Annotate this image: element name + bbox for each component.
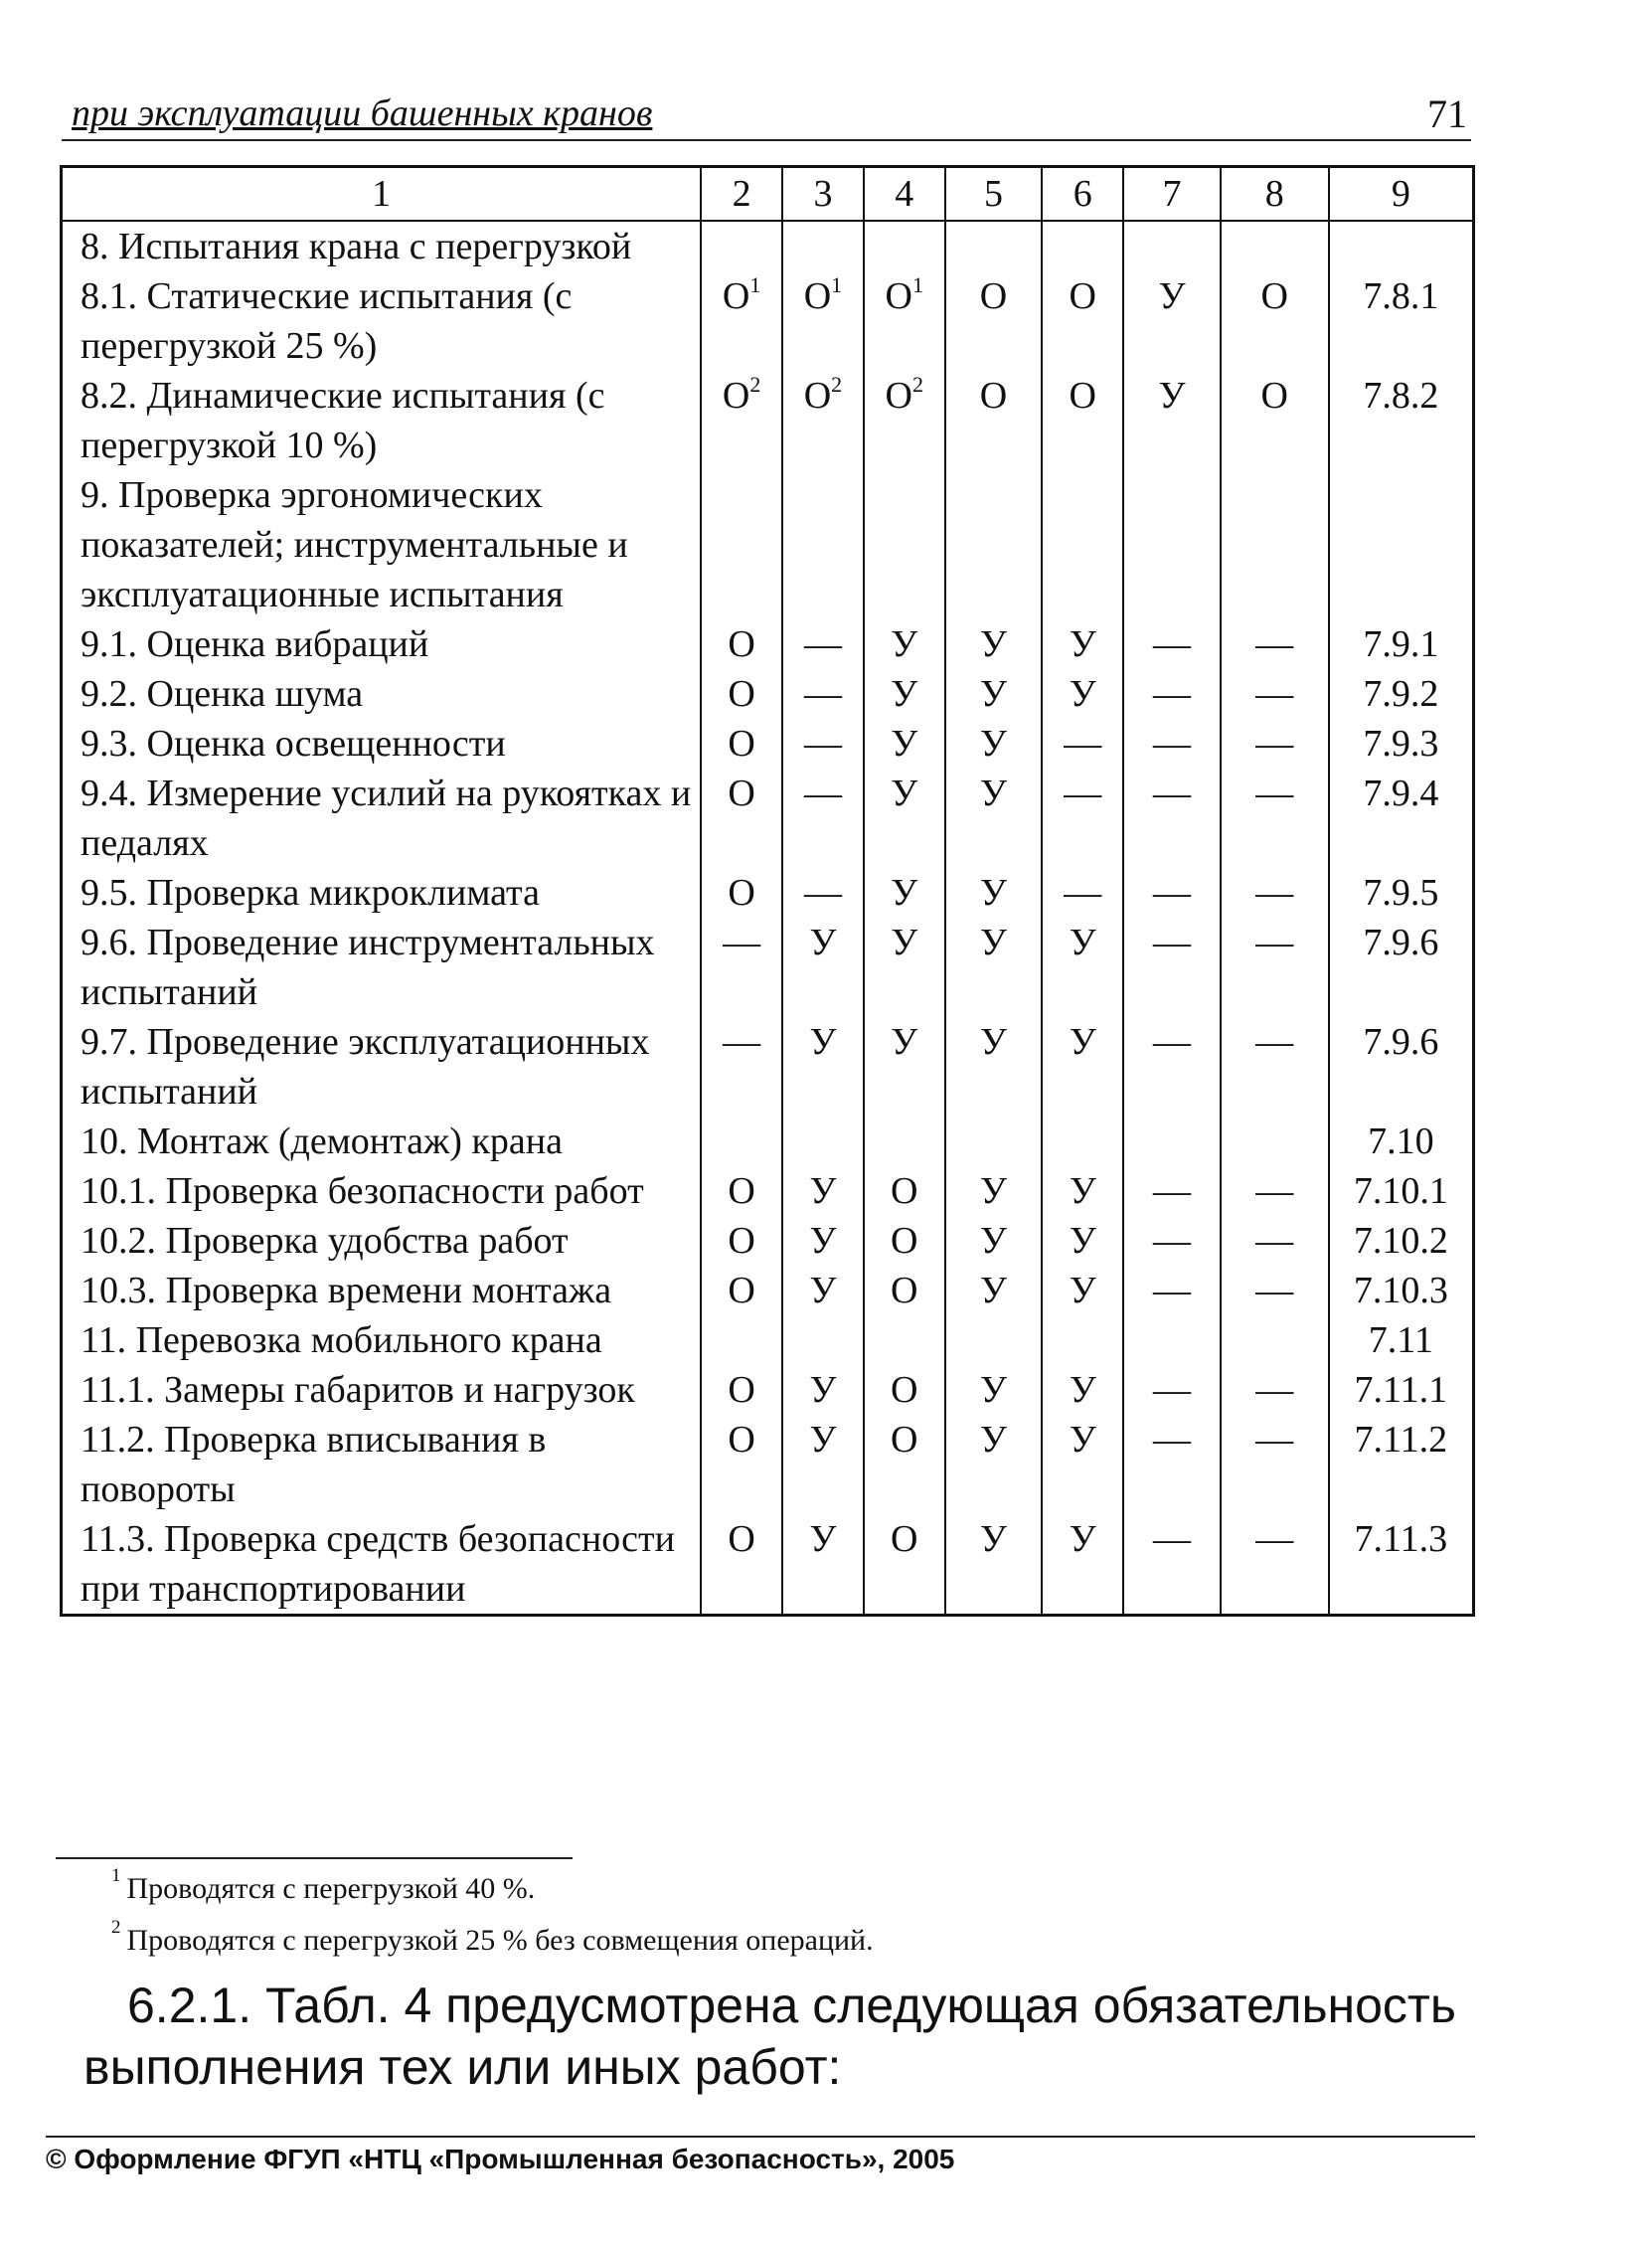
cell-mark: У	[1042, 1166, 1123, 1216]
cell-mark: —	[1221, 1017, 1329, 1117]
section-reference	[1329, 470, 1474, 619]
cell-mark: У	[945, 1216, 1043, 1266]
copyright-line: © Оформление ФГУП «НТЦ «Промышленная безопасность», 2005	[46, 2144, 955, 2174]
cell-mark	[782, 470, 864, 619]
section-reference: 7.9.4	[1329, 769, 1474, 868]
section-reference: 7.10.2	[1329, 1216, 1474, 1266]
cell-mark: —	[1221, 1514, 1329, 1616]
cell-mark	[945, 1315, 1043, 1365]
cell-mark	[864, 1315, 945, 1365]
column-header: 5	[945, 167, 1043, 222]
cell-mark: $О^1$	[864, 271, 945, 371]
cell-mark: О	[945, 271, 1043, 371]
cell-mark: О	[701, 619, 782, 669]
footnote-ref: 1	[911, 272, 923, 298]
footnote-separator	[56, 1857, 573, 1859]
cell-mark: У	[945, 669, 1043, 719]
body-paragraph: 6.2.1. Табл. 4 предусмотрена следующая обязательность выполнения тех или иных работ:	[83, 1978, 1456, 2095]
table-row	[62, 221, 1474, 271]
section-reference: 7.9.6	[1329, 1017, 1474, 1117]
column-header: 7	[1123, 167, 1221, 222]
cell-mark: О	[701, 669, 782, 719]
cell-mark: $О^2$	[782, 371, 864, 470]
cell-mark	[1221, 221, 1329, 271]
cell-mark	[1123, 221, 1221, 271]
cell-mark: О	[701, 1166, 782, 1216]
row-name: 9.4. Измерение усилий на рукоятках и педалях	[62, 769, 702, 868]
cell-mark: О	[701, 769, 782, 868]
cell-mark: У	[1042, 1216, 1123, 1266]
section-reference: 7.8.2	[1329, 371, 1474, 470]
cell-mark: У	[864, 918, 945, 1017]
section-reference: 7.8.1	[1329, 271, 1474, 371]
table-row	[62, 719, 1474, 769]
cell-mark	[945, 221, 1043, 271]
cell-mark: $О^2$	[864, 371, 945, 470]
table-row	[62, 769, 1474, 868]
column-header: 3	[782, 167, 864, 222]
cell-mark: У	[782, 918, 864, 1017]
cell-mark: У	[945, 1365, 1043, 1415]
row-name: 10.1. Проверка безопасности работ	[62, 1166, 702, 1216]
column-header: 2	[701, 167, 782, 222]
section-reference: 7.10.3	[1329, 1266, 1474, 1315]
cell-mark: У	[1042, 1266, 1123, 1315]
section-reference: 7.9.1	[1329, 619, 1474, 669]
table-row	[62, 470, 1474, 619]
row-name: 11. Перевозка мобильного крана	[62, 1315, 702, 1365]
cell-mark: —	[1123, 1365, 1221, 1415]
cell-mark: —	[1221, 1216, 1329, 1266]
cell-mark: У	[782, 1415, 864, 1514]
page-header	[62, 86, 1471, 141]
cell-mark: У	[945, 769, 1043, 868]
cell-mark: —	[782, 719, 864, 769]
row-name: 9.7. Проведение эксплуатационных испытаний	[62, 1017, 702, 1117]
running-title: при эксплуатации башенных кранов	[72, 92, 653, 134]
cell-mark: —	[1123, 868, 1221, 918]
cell-mark: —	[1221, 1365, 1329, 1415]
cell-mark	[1123, 470, 1221, 619]
cell-mark: У	[945, 619, 1043, 669]
cell-mark: О	[864, 1166, 945, 1216]
cell-mark: О	[701, 1216, 782, 1266]
bottom-separator	[46, 2136, 1475, 2138]
footnote-ref: 2	[749, 372, 761, 398]
table-header-row	[62, 167, 1474, 222]
cell-mark: У	[1042, 619, 1123, 669]
cell-mark	[701, 221, 782, 271]
cell-mark	[701, 1315, 782, 1365]
section-reference: 7.9.3	[1329, 719, 1474, 769]
cell-mark	[701, 470, 782, 619]
cell-mark	[782, 221, 864, 271]
page-number: 71	[1427, 91, 1467, 136]
row-name: 8.1. Статические испытания (с перегрузкой 25 %)	[62, 271, 702, 371]
section-reference: 7.10	[1329, 1117, 1474, 1166]
cell-mark: О	[701, 1266, 782, 1315]
cell-mark: —	[1042, 719, 1123, 769]
cell-mark	[1221, 1117, 1329, 1166]
cell-mark: У	[945, 918, 1043, 1017]
cell-mark	[1042, 1315, 1123, 1365]
cell-mark: У	[782, 1017, 864, 1117]
cell-mark: О	[701, 868, 782, 918]
cell-mark: —	[1123, 1415, 1221, 1514]
table-row	[62, 271, 1474, 371]
footnote-1: $^1$ Проводятся с перегрузкой 40 %.	[111, 1865, 536, 1905]
cell-mark: У	[1123, 271, 1221, 371]
cell-mark: О	[864, 1514, 945, 1616]
table-row	[62, 1017, 1474, 1117]
cell-mark: —	[701, 918, 782, 1017]
cell-mark: У	[864, 619, 945, 669]
footnote-ref: 1	[831, 272, 843, 298]
cell-mark: У	[1042, 918, 1123, 1017]
cell-mark: —	[1123, 1514, 1221, 1616]
cell-mark: —	[1221, 619, 1329, 669]
cell-mark: О	[1042, 271, 1123, 371]
cell-mark: У	[1042, 1415, 1123, 1514]
row-name: 9.2. Оценка шума	[62, 669, 702, 719]
row-name: 9.3. Оценка освещенности	[62, 719, 702, 769]
cell-mark: —	[1123, 1216, 1221, 1266]
column-header: 9	[1329, 167, 1474, 222]
cell-mark	[1221, 470, 1329, 619]
row-name: 10. Монтаж (демонтаж) крана	[62, 1117, 702, 1166]
table-row	[62, 619, 1474, 669]
row-name: 9.1. Оценка вибраций	[62, 619, 702, 669]
cell-mark: О	[701, 1514, 782, 1616]
cell-mark: У	[1042, 1514, 1123, 1616]
footnotes	[111, 1863, 874, 1967]
table-row	[62, 1365, 1474, 1415]
cell-mark: —	[701, 1017, 782, 1117]
row-name: 10.3. Проверка времени монтажа	[62, 1266, 702, 1315]
cell-mark: У	[1042, 669, 1123, 719]
cell-mark: —	[1042, 769, 1123, 868]
cell-mark: О	[1221, 271, 1329, 371]
cell-mark	[864, 1117, 945, 1166]
cell-mark: О	[1221, 371, 1329, 470]
row-name: 9.5. Проверка микроклимата	[62, 868, 702, 918]
table-row	[62, 1514, 1474, 1616]
cell-mark: У	[864, 769, 945, 868]
table-body	[62, 221, 1474, 1616]
footnote-2: $^2$ Проводятся с перегрузкой 25 % без совмещения операций.	[111, 1917, 874, 1957]
cell-mark: У	[945, 1017, 1043, 1117]
section-reference: 7.9.2	[1329, 669, 1474, 719]
table-row	[62, 1415, 1474, 1514]
cell-mark: —	[1221, 1415, 1329, 1514]
cell-mark: —	[1221, 669, 1329, 719]
cell-mark: У	[782, 1365, 864, 1415]
cell-mark: —	[1221, 719, 1329, 769]
cell-mark: О	[864, 1415, 945, 1514]
cell-mark: —	[1042, 868, 1123, 918]
row-name: 11.3. Проверка средств безопасности при транспортировании	[62, 1514, 702, 1616]
column-header: 8	[1221, 167, 1329, 222]
cell-mark: —	[782, 669, 864, 719]
cell-mark: —	[782, 769, 864, 868]
cell-mark: —	[1123, 1017, 1221, 1117]
column-header: 1	[62, 167, 702, 222]
cell-mark: —	[1123, 1266, 1221, 1315]
column-header: 6	[1042, 167, 1123, 222]
table-row	[62, 371, 1474, 470]
column-header: 4	[864, 167, 945, 222]
cell-mark: —	[1123, 669, 1221, 719]
row-name: 11.1. Замеры габаритов и нагрузок	[62, 1365, 702, 1415]
cell-mark: У	[782, 1216, 864, 1266]
row-name: 8.2. Динамические испытания (с перегрузкой 10 %)	[62, 371, 702, 470]
cell-mark: У	[864, 719, 945, 769]
row-name: 8. Испытания крана с перегрузкой	[62, 221, 702, 271]
table-row	[62, 1166, 1474, 1216]
cell-mark: О	[864, 1216, 945, 1266]
section-reference: 7.11	[1329, 1315, 1474, 1365]
row-name: 10.2. Проверка удобства работ	[62, 1216, 702, 1266]
cell-mark: —	[1221, 868, 1329, 918]
cell-mark: У	[782, 1166, 864, 1216]
cell-mark: У	[864, 868, 945, 918]
table-row	[62, 918, 1474, 1017]
footnote-ref: 2	[831, 372, 843, 398]
cell-mark: У	[864, 669, 945, 719]
section-reference: 7.10.1	[1329, 1166, 1474, 1216]
cell-mark: У	[945, 719, 1043, 769]
cell-mark: У	[945, 1166, 1043, 1216]
cell-mark: О	[701, 1365, 782, 1415]
cell-mark	[1042, 470, 1123, 619]
cell-mark: —	[1221, 1266, 1329, 1315]
footnote-ref: 1	[749, 272, 761, 298]
cell-mark: О	[864, 1365, 945, 1415]
cell-mark: —	[1123, 719, 1221, 769]
cell-mark	[1042, 221, 1123, 271]
cell-mark	[1042, 1117, 1123, 1166]
cell-mark: $О^1$	[701, 271, 782, 371]
table-row	[62, 868, 1474, 918]
cell-mark: $О^2$	[701, 371, 782, 470]
cell-mark: —	[1123, 619, 1221, 669]
cell-mark	[864, 470, 945, 619]
cell-mark: —	[1123, 918, 1221, 1017]
cell-mark: У	[864, 1017, 945, 1117]
cell-mark: У	[1042, 1017, 1123, 1117]
cell-mark: —	[1123, 1166, 1221, 1216]
cell-mark: О	[864, 1266, 945, 1315]
cell-mark: —	[1221, 769, 1329, 868]
cell-mark: У	[782, 1266, 864, 1315]
table-row	[62, 1266, 1474, 1315]
cell-mark: —	[1221, 918, 1329, 1017]
cell-mark	[864, 221, 945, 271]
section-reference: 7.11.2	[1329, 1415, 1474, 1514]
cell-mark: О	[1042, 371, 1123, 470]
table-row	[62, 1315, 1474, 1365]
section-reference: 7.11.3	[1329, 1514, 1474, 1616]
cell-mark: О	[701, 1415, 782, 1514]
cell-mark: У	[782, 1514, 864, 1616]
cell-mark	[782, 1315, 864, 1365]
cell-mark	[945, 1117, 1043, 1166]
cell-mark	[1221, 1315, 1329, 1365]
table-row	[62, 669, 1474, 719]
row-name: 9.6. Проведение инструментальных испытаний	[62, 918, 702, 1017]
table-row	[62, 1117, 1474, 1166]
cell-mark: У	[945, 1266, 1043, 1315]
cell-mark: У	[1042, 1365, 1123, 1415]
cell-mark: У	[945, 1415, 1043, 1514]
row-name: 11.2. Проверка вписывания в повороты	[62, 1415, 702, 1514]
cell-mark: —	[1221, 1166, 1329, 1216]
cell-mark: О	[701, 719, 782, 769]
section-reference: 7.9.6	[1329, 918, 1474, 1017]
cell-mark: У	[1123, 371, 1221, 470]
footnote-ref: 2	[911, 372, 923, 398]
section-reference: 7.9.5	[1329, 868, 1474, 918]
cell-mark: —	[782, 619, 864, 669]
cell-mark: У	[945, 1514, 1043, 1616]
section-reference: 7.11.1	[1329, 1365, 1474, 1415]
cell-mark: —	[782, 868, 864, 918]
cell-mark	[782, 1117, 864, 1166]
cell-mark: —	[1123, 769, 1221, 868]
cell-mark	[1123, 1315, 1221, 1365]
cell-mark: У	[945, 868, 1043, 918]
row-name: 9. Проверка эргономических показателей; инструментальные и эксплуатационные испытания	[62, 470, 702, 619]
inspection-table	[60, 165, 1475, 1617]
cell-mark: О	[945, 371, 1043, 470]
section-reference	[1329, 221, 1474, 271]
cell-mark: $О^1$	[782, 271, 864, 371]
cell-mark	[1123, 1117, 1221, 1166]
cell-mark	[945, 470, 1043, 619]
table-row	[62, 1216, 1474, 1266]
cell-mark	[701, 1117, 782, 1166]
